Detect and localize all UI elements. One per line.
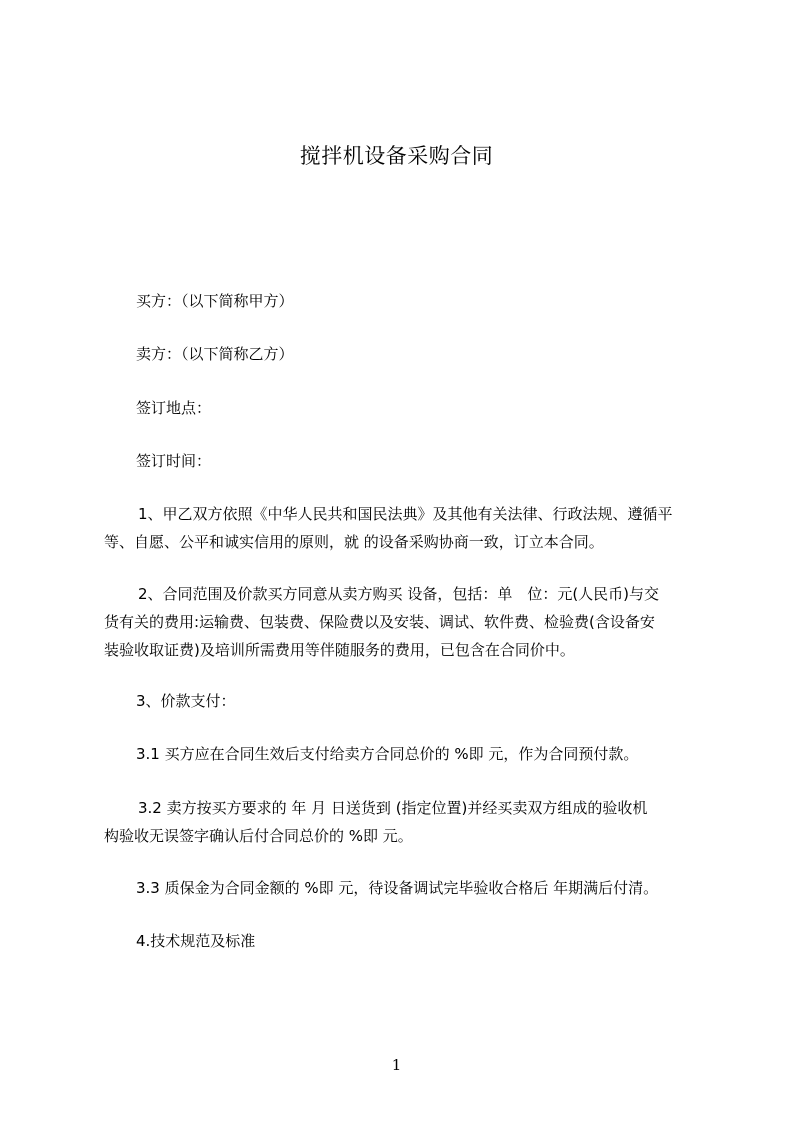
clause-3-heading: 3、价款支付： <box>136 692 236 710</box>
clause-2-line-3: 装验收取证费)及培训所需费用等伴随服务的费用，已包含在合同价中。 <box>104 641 575 659</box>
clause-1-line-2: 等、自愿、公平和诚实信用的原则，就 的设备采购协商一致，订立本合同。 <box>104 533 604 551</box>
clause-4-heading: 4.技术规范及标准 <box>136 932 256 950</box>
seller-line: 卖方：（以下简称乙方） <box>136 345 294 363</box>
clause-3-3: 3.3 质保金为合同金额的 %即 元，待设备调试完毕验收合格后 年期满后付清。 <box>136 879 659 897</box>
clause-3-2 <box>104 794 709 850</box>
buyer-line: 买方：（以下简称甲方） <box>136 292 294 310</box>
clause-1 <box>104 500 709 556</box>
clause-3-2-line-1: 3.2 卖方按买方要求的 年 月 日送货到 (指定位置)并经买卖双方组成的验收机 <box>138 799 648 817</box>
page-number: 1 <box>391 1056 402 1074</box>
clause-2-line-1: 2、合同范围及价款买方同意从卖方购买 设备，包括：单 位：元(人民币)与交 <box>138 585 660 603</box>
clause-3-2-line-2: 构验收无误签字确认后付合同总价的 %即 元。 <box>104 827 413 845</box>
document-title: 搅拌机设备采购合同 <box>299 144 494 168</box>
clause-1-line-1: 1、甲乙双方依照《中华人民共和国民法典》及其他有关法律、行政法规、遵循平 <box>138 505 673 523</box>
sign-place-line: 签订地点： <box>136 399 212 417</box>
clause-2-line-2: 货有关的费用:运输费、包装费、保险费以及安装、调试、软件费、检验费(含设备安 <box>104 613 655 631</box>
clause-2 <box>104 580 709 664</box>
sign-time-line: 签订时间： <box>136 452 212 470</box>
clause-3-1: 3.1 买方应在合同生效后支付给卖方合同总价的 %即 元，作为合同预付款。 <box>136 745 639 763</box>
